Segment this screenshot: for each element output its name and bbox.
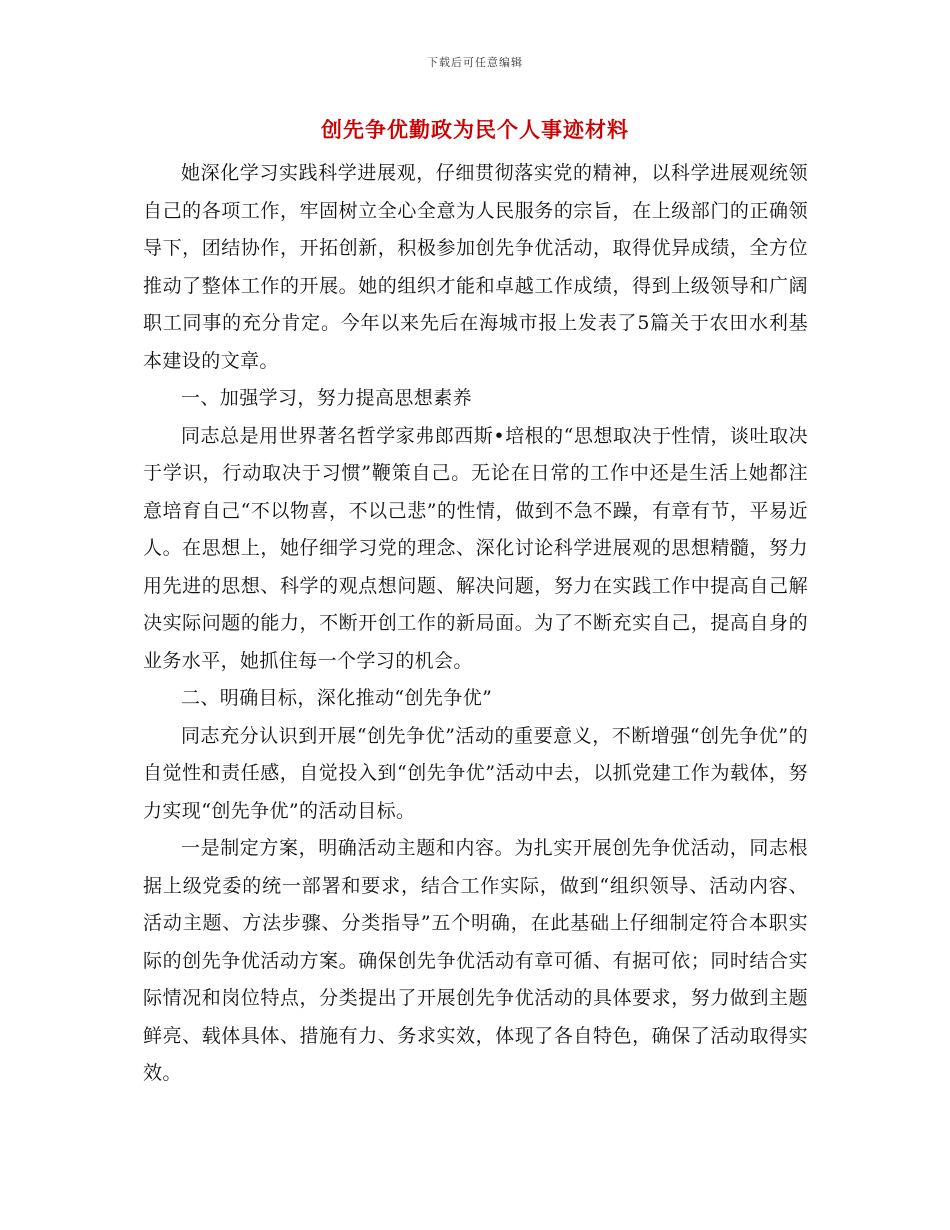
section-heading-1: 一、加强学习，努力提高思想素养 xyxy=(181,387,473,409)
section-heading-2: 二、明确目标，深化推动“创先争优” xyxy=(181,687,493,709)
document-title: 创先争优勤政为民个人事迹材料 xyxy=(321,117,629,142)
paragraph-plan: 一是制定方案，明确活动主题和内容。为扎实开展创先争优活动，同志根据上级党委的统一部署和要求，结合工作实际，做到“组织领导、活动内容、活动主题、方法步骤、分类指导”五个明确，在此基础上仔细制定符合本职实际的创先争优活动方案。确保创先争优活动有章可循、有据可依；同时结合实际情况和岗位特点，分类提出了开展创先争优活动的具体要求，努力做到主题鲜亮、载体具体、措施有力、务求实效，体现了各自特色，确保了活动取得实效。 xyxy=(143,837,808,1084)
header-note: 下载后可任意编辑 xyxy=(427,56,523,69)
paragraph-study: 同志总是用世界著名哲学家弗郎西斯•培根的“思想取决于性情，谈吐取决于学识，行动取决于习惯”鞭策自己。无论在日常的工作中还是生活上她都注意培育自己“不以物喜，不以己悲”的性情，做到不急不躁，有章有节，平易近人。在思想上，她仔细学习党的理念、深化讨论科学进展观的思想精髓，努力用先进的思想、科学的观点想问题、解决问题，努力在实践工作中提高自己解决实际问题的能力，不断开创工作的新局面。为了不断充实自己，提高自身的业务水平，她抓住每一个学习的机会。 xyxy=(143,424,808,672)
document-body xyxy=(143,155,808,1093)
paragraph-goal: 同志充分认识到开展“创先争优”活动的重要意义，不断增强“创先争优”的自觉性和责任感，自觉投入到“创先争优”活动中去，以抓党建工作为载体，努力实现“创先争优”的活动目标。 xyxy=(143,724,808,822)
paragraph-intro: 她深化学习实践科学进展观，仔细贯彻落实党的精神，以科学进展观统领自己的各项工作，牢固树立全心全意为人民服务的宗旨，在上级部门的正确领导下，团结协作，开拓创新，积极参加创先争优活动，取得优异成绩，全方位推动了整体工作的开展。她的组织才能和卓越工作成绩，得到上级领导和广阔职工同事的充分肯定。今年以来先后在海城市报上发表了5篇关于农田水利基本建设的文章。 xyxy=(143,162,808,372)
